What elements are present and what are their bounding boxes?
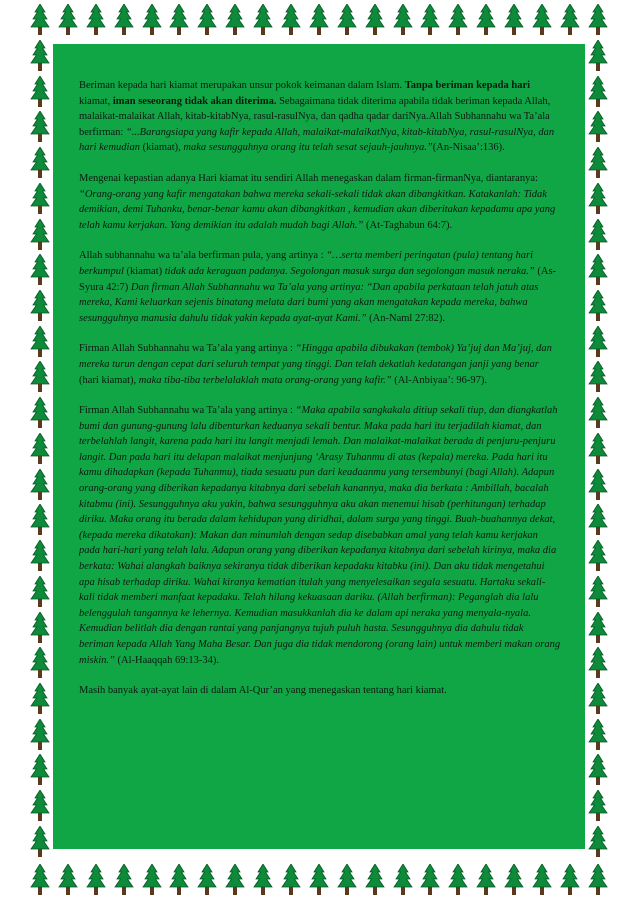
pine-tree-icon [588,504,608,538]
pine-tree-icon [142,4,162,38]
pine-tree-icon [532,4,552,38]
pine-tree-icon [588,326,608,360]
text-run: Firman Allah Subhannahu wa Ta’ala yang artinya : [79,405,296,417]
pine-tree-icon [588,111,608,145]
pine-tree-icon [393,4,413,38]
pine-tree-icon [30,754,50,788]
pine-tree-icon [197,4,217,38]
pine-tree-icon [588,361,608,395]
pine-tree-icon [169,864,189,898]
pine-tree-icon [476,864,496,898]
text-run: Sebagaimana tidak diterima apabila tidak beriman kepada Allah, malaikat-malaikat Allah, kitab-kitabNya, rasul-rasulNya, dan qadha qadar dariNya.Allah Subhannahu wa Ta’ala berfirman: [79,95,551,138]
paragraph [79,683,561,699]
pine-tree-icon [30,361,50,395]
pine-tree-icon [588,433,608,467]
bottom-tree-border [30,864,608,898]
text-run: (kiamat) [123,265,165,277]
pine-tree-icon [309,864,329,898]
text-run: (At-Taghabun 64:7). [363,219,453,231]
text-run: (An-Naml 27:82). [366,312,445,324]
pine-tree-icon [30,540,50,574]
pine-tree-icon [560,864,580,898]
pine-tree-icon [30,683,50,717]
text-run: (As-Syura 42:7) [79,265,557,293]
pine-tree-icon [86,4,106,38]
text-run: tidak ada keraguan padanya. Segolongan masuk surga dan segolongan masuk neraka.” [164,265,535,277]
pine-tree-icon [58,4,78,38]
pine-tree-icon [30,790,50,824]
pine-tree-icon [30,576,50,610]
pine-tree-icon [86,864,106,898]
pine-tree-icon [588,469,608,503]
paragraph [79,403,561,668]
pine-tree-icon [30,111,50,145]
pine-tree-icon [588,4,608,38]
pine-tree-icon [588,540,608,574]
pine-tree-icon [588,219,608,253]
pine-tree-icon [30,612,50,646]
pine-tree-icon [393,864,413,898]
text-run: (Al-Anbiyaa’: 96-97). [391,374,487,386]
pine-tree-icon [588,754,608,788]
text-run: “Hingga apabila dibukakan (tembok) Ya’juj dan Ma’juj, dan mereka turun dengan cepat dari seluruh tempat yang tinggi. Dan telah dekatlah kedatangan janji yang benar [79,343,552,370]
pine-tree-icon [58,864,78,898]
top-tree-border [30,4,608,38]
pine-tree-icon [281,864,301,898]
pine-tree-icon [588,76,608,110]
text-run: “…serta memberi peringatan (pula) tentang hari berkumpul [79,250,534,277]
pine-tree-icon [588,683,608,717]
pine-tree-icon [281,4,301,38]
pine-tree-icon [114,864,134,898]
article-body [79,78,561,714]
text-run: Dan firman Allah Subhannahu wa Ta’ala yang artinya: “Dan apabila perkataan telah jatuh atas mereka, Kami keluarkan sejenis binatang melata dari bumi yang akan mengatakan kepada mereka, bahwa sesungguhnya manusia dahulu tidak yakin kepada ayat-ayat Kami.” [79,281,539,324]
pine-tree-icon [309,4,329,38]
pine-tree-icon [30,183,50,217]
pine-tree-icon [420,864,440,898]
pine-tree-icon [448,4,468,38]
text-run: “Orang-orang yang kafir mengatakan bahwa mereka sekali-sekali tidak akan dibangkitkan. Katakanlah: Tidak demikian, demi Tuhanku, benar-benar kamu akan dibangkitkan , kemudian akan diberitakan kepadamu apa yang telah kamu kerjakan. Yang demikian itu adalah mudah bagi Allah.” [79,188,556,231]
pine-tree-icon [365,4,385,38]
pine-tree-icon [114,4,134,38]
pine-tree-icon [420,4,440,38]
text-run: (Al-Haaqqah 69:13-34). [114,654,219,666]
pine-tree-icon [588,397,608,431]
pine-tree-icon [588,183,608,217]
text-run: Allah subhannahu wa ta’ala berfirman pula, yang artinya : [79,250,327,262]
pine-tree-icon [337,4,357,38]
pine-tree-icon [30,326,50,360]
pine-tree-icon [365,864,385,898]
pine-tree-icon [30,147,50,181]
text-run: Beriman kepada hari kiamat merupakan unsur pokok keimanan dalam Islam. [79,80,405,91]
pine-tree-icon [225,864,245,898]
pine-tree-icon [30,254,50,288]
left-tree-border [30,40,50,860]
pine-tree-icon [30,647,50,681]
pine-tree-icon [588,147,608,181]
pine-tree-icon [253,864,273,898]
text-run: “...Barangsiapa yang kafir kepada Allah, malaikat-malaikatNya, kitab-kitabNya, rasul-rasulNya, dan hari kemudian [79,126,555,154]
pine-tree-icon [588,40,608,74]
pine-tree-icon [30,433,50,467]
pine-tree-icon [30,504,50,538]
pine-tree-icon [588,647,608,681]
text-run: “Maka apabila sangkakala ditiup sekali tiup, dan diangkatlah bumi dan gunung-gunung lalu dibenturkan keduanya sekali bentur. Maka pada hari itu terjadilah kiamat, dan terbelahlah langit, karena pada hari itu langit menjadi lemah. Dan malaikat-malaikat berada di penjuru-penjuru langit. Dan pada hari itu delapan malaikat menjunjung ‘Arasy Tuhanmu di atas (kepala) mereka. Pada hari itu kamu dihadapkan (kepada Tuhanmu), tiada sesuatu pun dari keadaanmu yang tersembunyi (bagi Allah). Adapun orang-orang yang diberikan kepadanya kitabnya dari sebelah kanannya, maka dia berkata : Ambillah, bacalah kitabmu (ini). Sesungguhnya aku yakin, bahwa sesungguhnya aku akan menemui hisab (perhitungan) terhadap diriku. Maka orang itu berada dalam kehidupan yang diridhai, dalam surga yang tinggi. Buah-buahannya dekat, (kepada mereka dikatakan): Makan dan minumlah dengan sedap disebabkan amal yang telah kamu kerjakan pada hari-hari yang telah lalu. Adapun orang yang diberikan kepadanya kitabnya dari sebelah kirinya, maka dia berkata: Wahai alangkah baiknya sekiranya tidak diberikan kepadaku kitabku (ini). Dan aku tidak mengetahui apa hisab terhadap diriku. Wahai kiranya kematian itulah yang menyelesaikan segala sesuatu. Hartaku sekali-kali tidak memberi manfaat kepadaku. Telah hilang kekuasaan dariku. (Allah berfirman): Peganglah dia lalu belenggulah tangannya ke lehernya. Kemudian masukkanlah dia ke dalam api neraka yang menyala-nyala. Kemudian belitlah dia dengan rantai yang panjangnya tujuh puluh hasta. Sesungguhnya dia dahulu tidak beriman kepada Allah Yang Maha Besar. Dan juga dia tidak mendorong (orang lain) untuk memberi makan orang miskin.” [79,405,561,666]
text-run: (hari kiamat), [79,374,139,386]
pine-tree-icon [588,790,608,824]
paragraph [79,248,561,326]
pine-tree-icon [225,4,245,38]
text-run: (An-Nisaa’:136). [432,142,505,154]
pine-tree-icon [504,4,524,38]
pine-tree-icon [30,397,50,431]
pine-tree-icon [588,719,608,753]
pine-tree-icon [30,290,50,324]
pine-tree-icon [30,40,50,74]
pine-tree-icon [588,290,608,324]
paragraph [79,341,561,388]
pine-tree-icon [30,4,50,38]
paragraph [79,171,561,233]
pine-tree-icon [448,864,468,898]
pine-tree-icon [169,4,189,38]
pine-tree-icon [476,4,496,38]
pine-tree-icon [142,864,162,898]
text-run: Mengenai kepastian adanya Hari kiamat itu sendiri Allah menegaskan dalam firman-firmanNya, diantaranya: [79,172,538,184]
pine-tree-icon [588,826,608,860]
pine-tree-icon [30,469,50,503]
pine-tree-icon [337,864,357,898]
pine-tree-icon [30,76,50,110]
pine-tree-icon [30,719,50,753]
text-run: maka sesungguhnya orang itu telah sesat sejauh-jauhnya.” [183,142,433,154]
pine-tree-icon [588,254,608,288]
text-run: Firman Allah Subhannahu wa Ta’ala yang artinya : [79,343,296,355]
pine-tree-icon [588,612,608,646]
pine-tree-icon [588,576,608,610]
paragraph [79,78,561,156]
text-run: Tanpa beriman kepada hari [404,80,531,91]
text-run: maka tiba-tiba terbelalaklah mata orang-orang yang kafir.” [138,374,392,386]
pine-tree-icon [253,4,273,38]
pine-tree-icon [30,219,50,253]
pine-tree-icon [588,864,608,898]
pine-tree-icon [504,864,524,898]
pine-tree-icon [30,864,50,898]
text-run: iman seseorang tidak akan diterima. [112,95,277,107]
pine-tree-icon [197,864,217,898]
text-run: kiamat, [79,95,113,107]
pine-tree-icon [560,4,580,38]
text-run: (kiamat), [139,142,184,154]
text-run: Masih banyak ayat-ayat lain di dalam Al-Qur’an yang menegaskan tentang hari kiamat. [79,685,447,697]
right-tree-border [588,40,608,860]
pine-tree-icon [532,864,552,898]
pine-tree-icon [30,826,50,860]
